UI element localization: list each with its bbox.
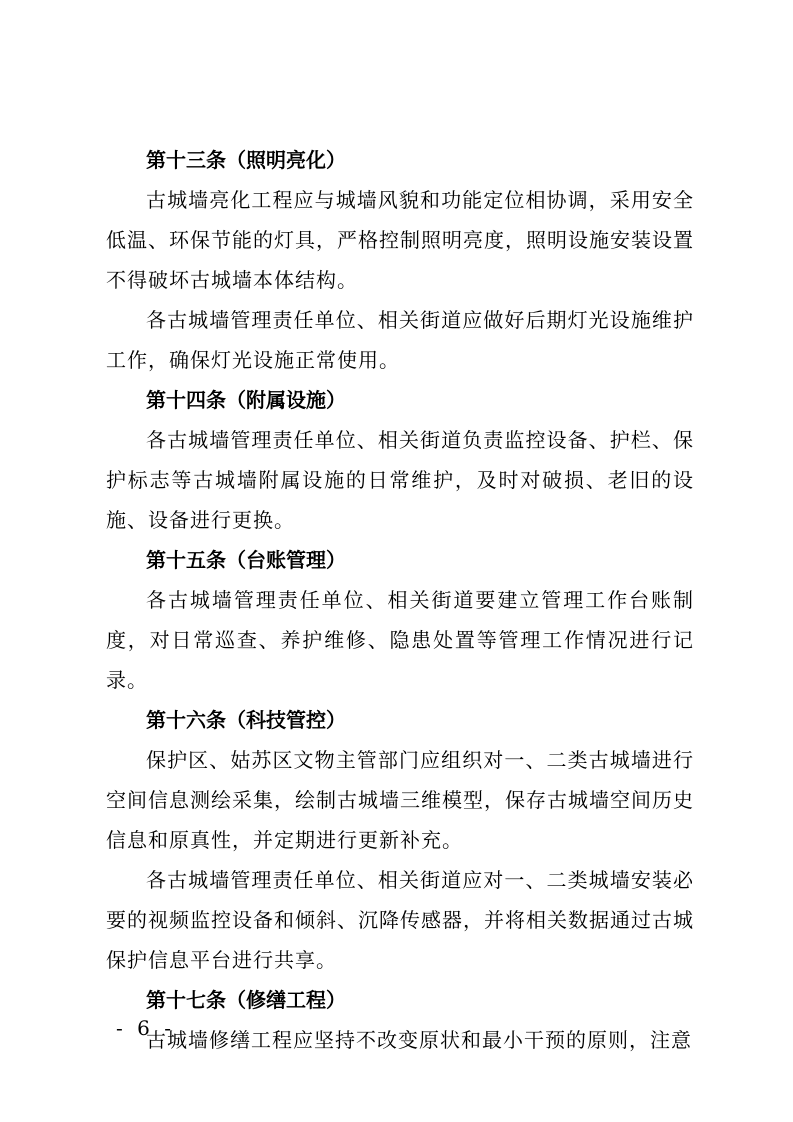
paragraph: 各古城墙管理责任单位、相关街道应对一、二类城墙安装必要的视频监控设备和倾斜、沉降传感器，并将相关数据通过古城保护信息平台进行共享。 (106, 868, 694, 972)
section-heading: 第十六条（科技管控） (146, 708, 346, 732)
section-heading: 第十五条（台账管理） (146, 548, 346, 572)
section-article-15 (106, 540, 694, 700)
paragraph: 保护区、姑苏区文物主管部门应组织对一、二类古城墙进行空间信息测绘采集，绘制古城墙三维模型，保存古城墙空间历史信息和原真性，并定期进行更新补充。 (106, 748, 694, 852)
section-heading: 第十三条（照明亮化） (146, 148, 346, 172)
paragraph: 各古城墙管理责任单位、相关街道要建立管理工作台账制度，对日常巡查、养护维修、隐患处置等管理工作情况进行记录。 (106, 588, 694, 692)
section-article-13 (106, 140, 694, 380)
section-heading: 第十七条（修缮工程） (146, 988, 346, 1012)
document-body (106, 140, 694, 1060)
paragraph: 古城墙修缮工程应坚持不改变原状和最小干预的原则，注意 (146, 1028, 692, 1052)
paragraph: 各古城墙管理责任单位、相关街道应做好后期灯光设施维护工作，确保灯光设施正常使用。 (106, 308, 694, 372)
section-heading: 第十四条（附属设施） (146, 388, 346, 412)
section-article-14 (106, 380, 694, 540)
paragraph: 古城墙亮化工程应与城墙风貌和功能定位相协调，采用安全低温、环保节能的灯具，严格控制照明亮度，照明设施安装设置不得破坏古城墙本体结构。 (106, 188, 694, 292)
section-article-16 (106, 700, 694, 980)
section-article-17 (106, 980, 694, 1060)
page-number: - 6 - (116, 1016, 175, 1040)
paragraph: 各古城墙管理责任单位、相关街道负责监控设备、护栏、保护标志等古城墙附属设施的日常维护，及时对破损、老旧的设施、设备进行更换。 (106, 428, 694, 532)
